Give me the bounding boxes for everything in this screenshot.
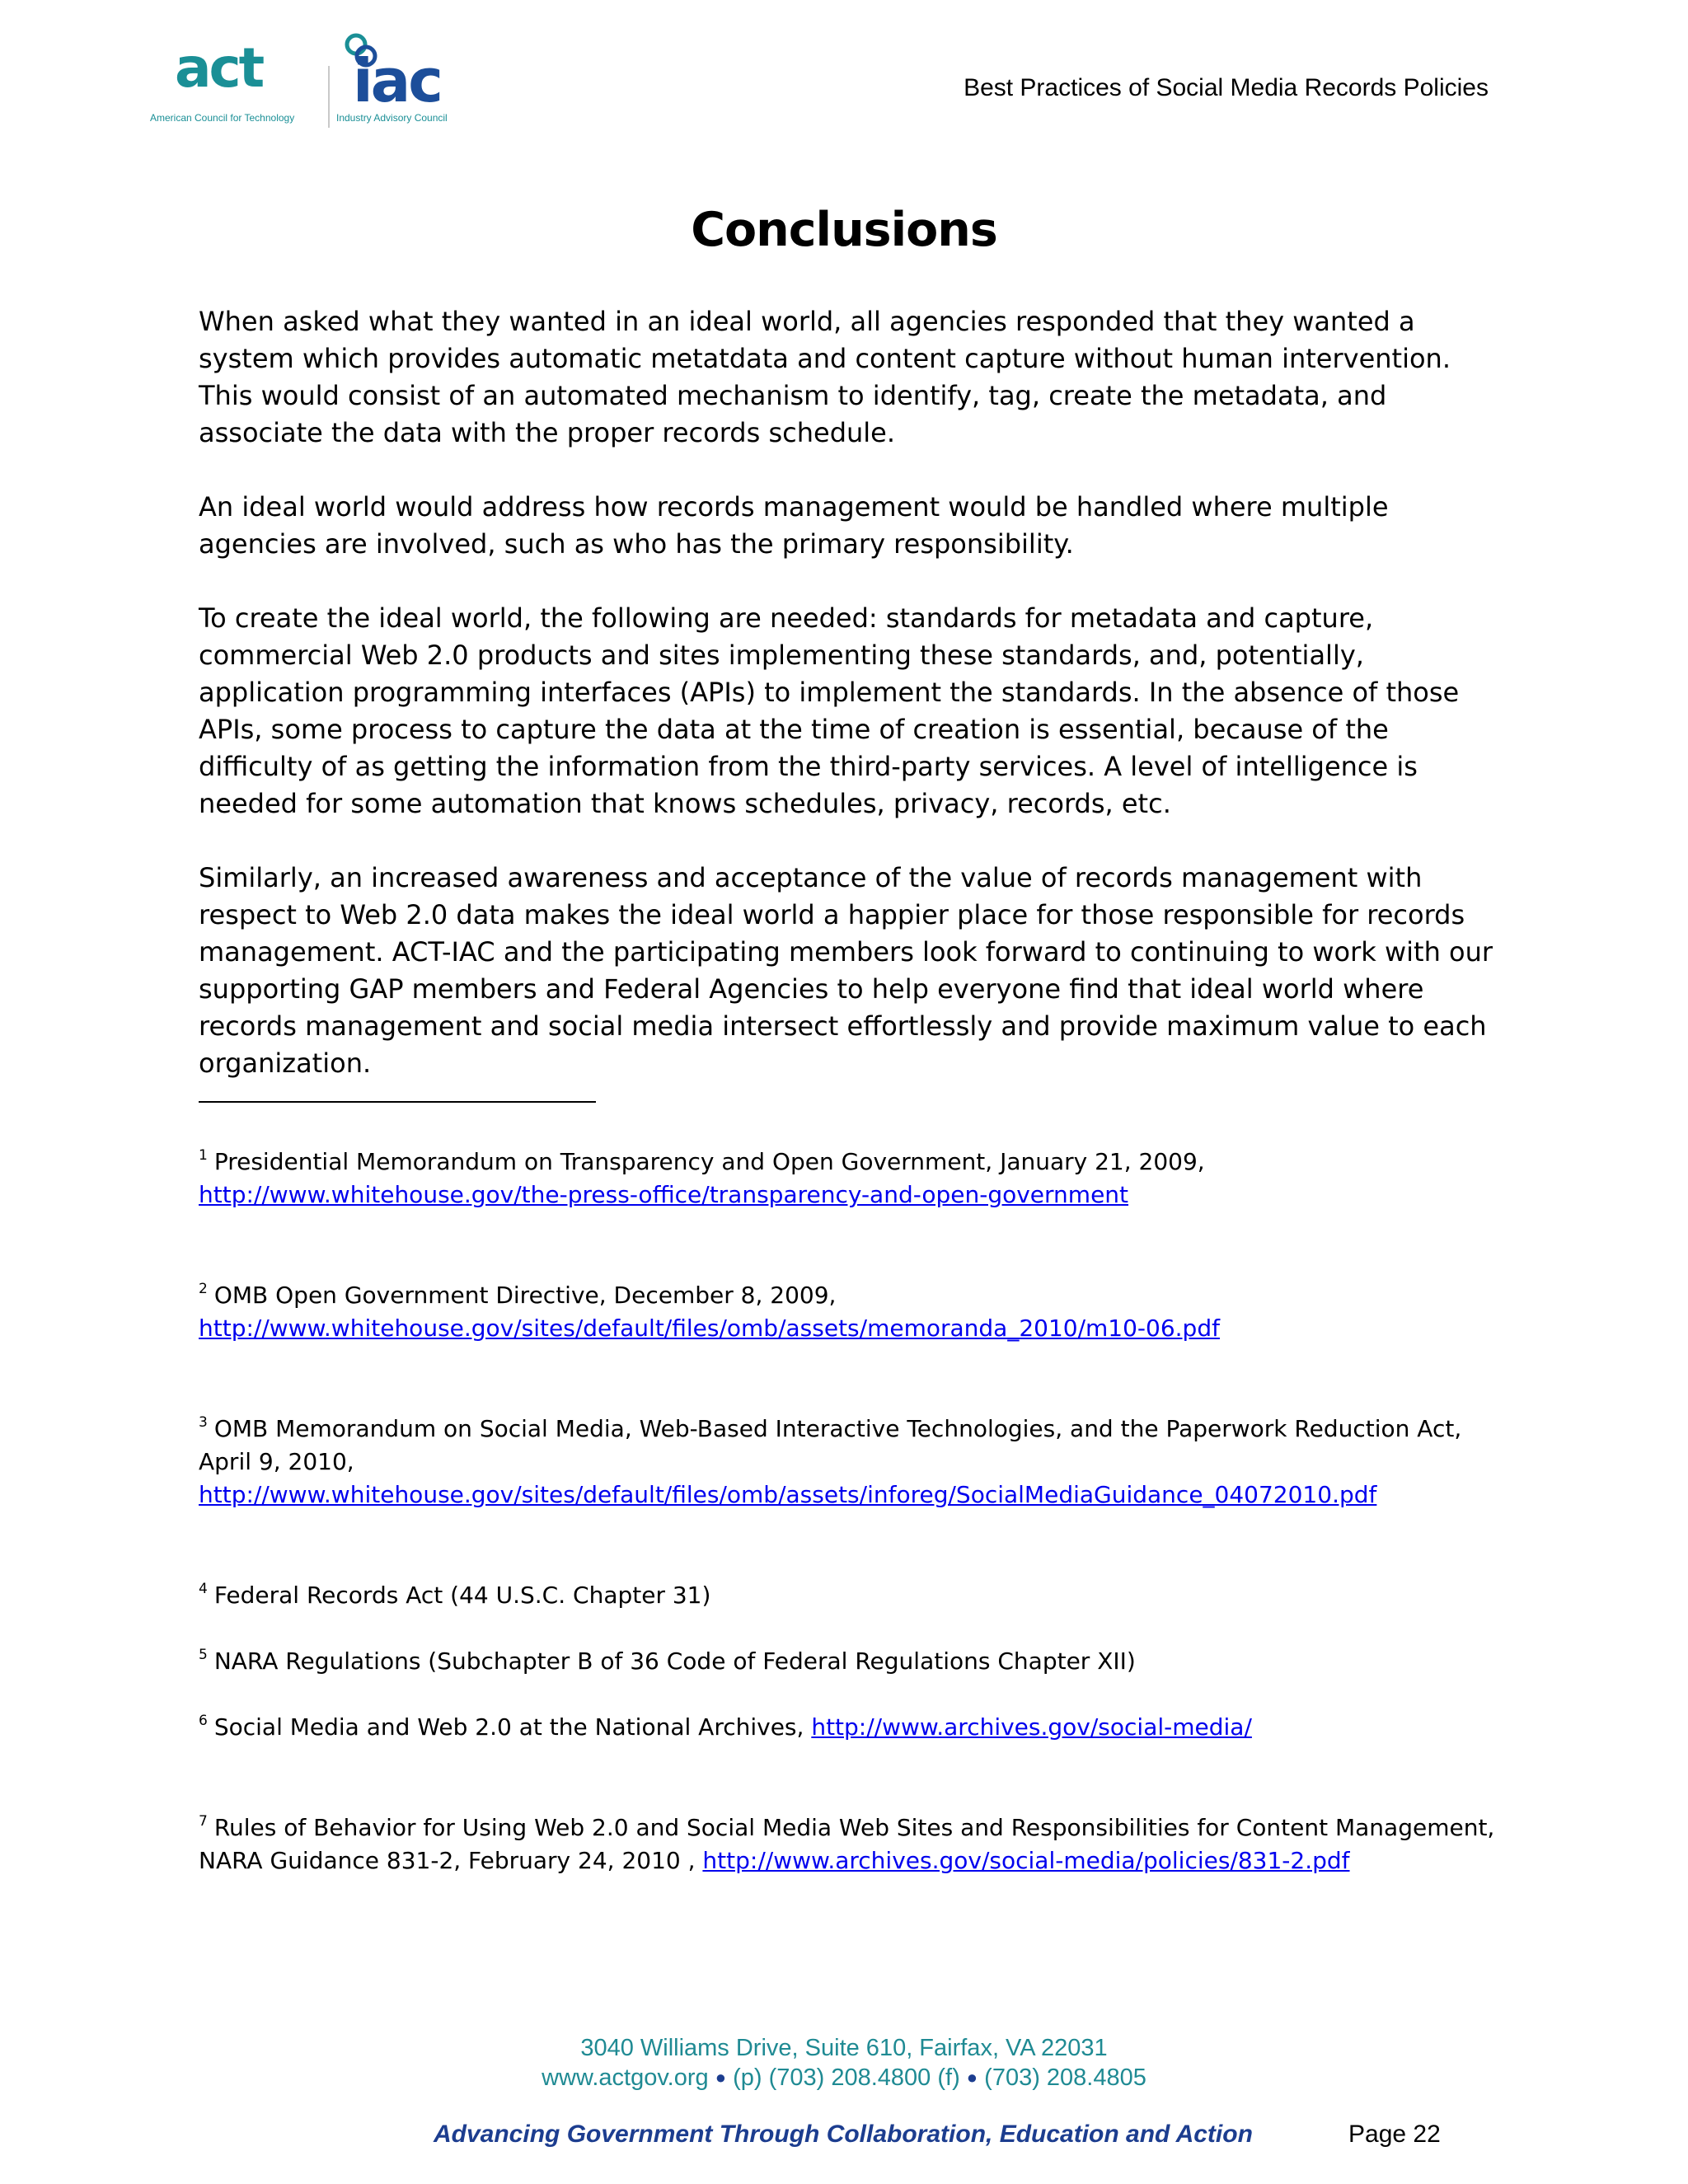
- footnote-separator: [199, 1101, 596, 1103]
- footer-contact: [0, 2063, 1688, 2093]
- footer-fax-number: (703) 208.4805: [984, 2064, 1146, 2091]
- footer-tagline: Advancing Government Through Collaboration, Education and Action: [434, 2121, 1253, 2148]
- footnote-number: 4: [199, 1581, 208, 1597]
- iac-logo-wordmark: iac: [353, 46, 441, 115]
- act-logo-caption: American Council for Technology: [150, 112, 295, 124]
- footnotes: [199, 1146, 1517, 1877]
- paragraph: An ideal world would address how records management would be handled where multiple agencies are involved, such as who has the primary responsibility.: [199, 491, 1389, 560]
- paragraph: To create the ideal world, the following are needed: standards for metadata and capture, commercial Web 2.0 products and sites implementing these standards, and, potentially, application programming interfaces (APIs) to implement the standards. In the absence of those APIs, some process to capture the data at the time of creation is essential, because of the difficulty of as getting the information from the third-party services. A level of intelligence is needed for some automation that knows schedules, privacy, records, etc.: [199, 602, 1460, 819]
- footnote-text: Presidential Memorandum on Transparency and Open Government, January 21, 2009,: [213, 1148, 1205, 1175]
- bullet-separator: ●: [715, 2067, 727, 2088]
- footnote-link[interactable]: http://www.whitehouse.gov/the-press-office/transparency-and-open-government: [199, 1181, 1129, 1208]
- footnote-text: Rules of Behavior for Using Web 2.0 and Social Media Web Sites and Responsibilities for Content Management, NARA Guidance 831-2, February 24, 2010 ,: [199, 1814, 1495, 1874]
- page-title: Conclusions: [691, 203, 997, 257]
- act-logo-wordmark: act: [175, 36, 263, 100]
- footnote-number: 7: [199, 1813, 208, 1830]
- footnote-text: OMB Open Government Directive, December 8, 2009,: [213, 1282, 837, 1309]
- footnote-link[interactable]: http://www.archives.gov/social-media/: [811, 1713, 1252, 1741]
- footer-website[interactable]: www.actgov.org: [542, 2064, 709, 2091]
- footer-phone: (p) (703) 208.4800: [733, 2064, 931, 2091]
- footer-address: 3040 Williams Drive, Suite 610, Fairfax, VA 22031: [580, 2035, 1108, 2061]
- footnote-1: [199, 1146, 1517, 1212]
- footnote-text: NARA Regulations (Subchapter B of 36 Code of Federal Regulations Chapter XII): [213, 1647, 1136, 1675]
- footnote-number: 2: [199, 1281, 208, 1297]
- paragraph: Similarly, an increased awareness and acceptance of the value of records management with respect to Web 2.0 data makes the ideal world a happier place for those responsible for records management. ACT-IAC and the participating members look forward to continuing to work with our supporting GAP members and Federal Agencies to help everyone find that ideal world where records management and social media intersect effortlessly and provide maximum value to each organization.: [199, 862, 1493, 1079]
- footnote-number: 1: [199, 1147, 208, 1164]
- logo-divider: [328, 66, 330, 128]
- footnote-text: OMB Memorandum on Social Media, Web-Based Interactive Technologies, and the Paperwork Reduction Act, April 9, 2010,: [199, 1415, 1462, 1475]
- footnote-7: [199, 1811, 1517, 1877]
- bullet-separator: ●: [966, 2067, 978, 2088]
- act-iac-logo: [148, 31, 474, 132]
- footnote-link[interactable]: http://www.archives.gov/social-media/policies/831-2.pdf: [702, 1847, 1350, 1874]
- footnote-number: 6: [199, 1713, 208, 1729]
- body-text: [199, 303, 1501, 1119]
- running-header: Best Practices of Social Media Records Policies: [964, 74, 1489, 101]
- footnote-4: [199, 1579, 1517, 1612]
- page-number: Page 22: [1348, 2121, 1441, 2148]
- footnote-3: [199, 1413, 1517, 1511]
- footnote-link[interactable]: http://www.whitehouse.gov/sites/default/files/omb/assets/memoranda_2010/m10-06.pdf: [199, 1315, 1220, 1342]
- footnote-number: 3: [199, 1414, 208, 1431]
- footnote-link[interactable]: http://www.whitehouse.gov/sites/default/files/omb/assets/inforeg/SocialMediaGuidance_04072010.pdf: [199, 1481, 1377, 1508]
- footnote-number: 5: [199, 1647, 208, 1663]
- footnote-5: [199, 1645, 1517, 1678]
- paragraph: When asked what they wanted in an ideal world, all agencies responded that they wanted a system which provides automatic metatdata and content capture without human intervention. This would consist of an automated mechanism to identify, tag, create the metadata, and associate the data with the proper records schedule.: [199, 306, 1451, 448]
- footnote-6: [199, 1711, 1517, 1744]
- footer-fax-label: (f): [937, 2064, 960, 2091]
- footnote-2: [199, 1279, 1517, 1345]
- footnote-text: Social Media and Web 2.0 at the National Archives,: [213, 1713, 812, 1741]
- footnote-text: Federal Records Act (44 U.S.C. Chapter 31): [213, 1582, 711, 1609]
- iac-logo-caption: Industry Advisory Council: [336, 112, 448, 124]
